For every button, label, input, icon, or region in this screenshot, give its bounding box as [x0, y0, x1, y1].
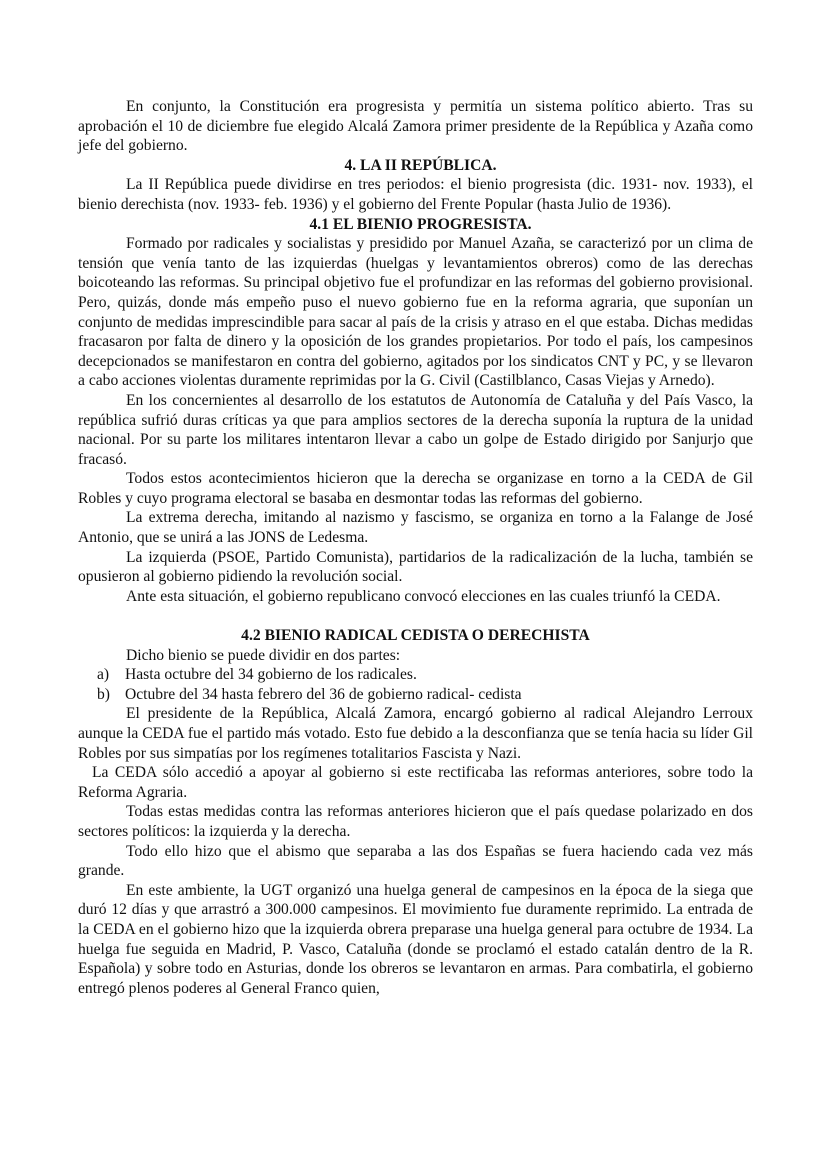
- section-4-1-paragraph: La extrema derecha, imitando al nazismo y fascismo, se organiza en torno a la Falange de José Antonio, que se unirá a las JONS de Ledesma.: [78, 509, 753, 547]
- section-4-2-paragraph: Todas estas medidas contra las reformas anteriores hicieron que el país quedase polarizado en dos sectores políticos: la izquierda y la derecha.: [78, 803, 753, 840]
- section-4-2-paragraph: La CEDA sólo accedió a apoyar al gobierno si este rectificaba las reformas anteriores, sobre todo la Reforma Agraria.: [78, 764, 753, 801]
- list-item: [78, 665, 753, 685]
- section-4-1-heading: 4.1 EL BIENIO PROGRESISTA.: [309, 215, 532, 233]
- section-4-1-paragraph: La izquierda (PSOE, Partido Comunista), partidarios de la radicalización de la lucha, también se opusieron al gobierno pidiendo la revolución social.: [78, 548, 753, 586]
- list-marker: a): [97, 666, 110, 684]
- section-4-paragraph: La II República puede dividirse en tres periodos: el bienio progresista (dic. 1931- nov. 1933), el bienio derechista (nov. 1933- feb. 1936) y el gobierno del Frente Popular (hasta Julio de 1936).: [78, 176, 753, 213]
- section-4-2-list: [78, 665, 753, 704]
- section-4-2-lead: Dicho bienio se puede dividir en dos partes:: [126, 646, 401, 664]
- intro-paragraph: En conjunto, la Constitución era progresista y permitía un sistema político abierto. Tras su aprobación el 10 de diciembre fue elegido Alcalá Zamora primer presidente de la República y Azaña como jefe del gobierno.: [78, 98, 753, 155]
- section-4-2-heading: 4.2 BIENIO RADICAL CEDISTA O DERECHISTA: [241, 627, 590, 645]
- section-4-2-paragraph: En este ambiente, la UGT organizó una huelga general de campesinos en la época de la siega que duró 12 días y que arrastró a 300.000 campesinos. El movimiento fue duramente reprimido. La entrada de la CEDA en el gobierno hizo que la izquierda obrera preparase una huelga general para octubre de 1934. La huelga fue seguida en Madrid, P. Vasco, Cataluña (donde se proclamó el estado catalán dentro de la R. Española) y sobre todo en Asturias, donde los obreros se levantaron en armas. Para combatirla, el gobierno entregó plenos poderes al General Franco quien,: [78, 881, 753, 997]
- section-4-2-paragraph: Todo ello hizo que el abismo que separaba a las dos Españas se fuera haciendo cada vez más grande.: [78, 842, 753, 880]
- section-4-heading: 4. LA II REPÚBLICA.: [344, 156, 497, 174]
- section-4-1-paragraph: Formado por radicales y socialistas y presidido por Manuel Azaña, se caracterizó por un clima de tensión que venía tanto de las izquierdas (huelgas y levantamientos obreros) como de las derechas boicoteando las reformas. Su principal objetivo fue el profundizar en las reformas del gobierno provisional. Pero, quizás, donde más empeño puso el nuevo gobierno fue en la reforma agraria, que suponían un conjunto de medidas imprescindible para sacar al país de la crisis y atraso en el que estaba. Dichas medidas fracasaron por falta de dinero y la oposición de los grandes propietarios. Por todo el país, los campesinos decepcionados se manifestaron en contra del gobierno, agitados por los sindicatos CNT y PC, y se llevaron a cabo acciones violentas duramente reprimidas por la G. Civil (Castilblanco, Casas Viejas y Arnedo).: [78, 235, 753, 390]
- section-4-2-paragraph: El presidente de la República, Alcalá Zamora, encargó gobierno al radical Alejandro Lerroux aunque la CEDA fue el partido más votado. Esto fue debido a la desconfianza que se tenía hacia su líder Gil Robles por sus simpatías por los regímenes totalitarios Fascista y Nazi.: [78, 705, 753, 762]
- list-marker: b): [97, 685, 110, 703]
- list-item-text: Hasta octubre del 34 gobierno de los radicales.: [125, 666, 417, 684]
- section-4-1-paragraph: En los concernientes al desarrollo de los estatutos de Autonomía de Cataluña y del País Vasco, la república sufrió duras críticas ya que para amplios sectores de la derecha suponía la ruptura de la unidad nacional. Por su parte los militares intentaron llevar a cabo un golpe de Estado dirigido por Sanjurjo que fracasó.: [78, 391, 753, 468]
- list-item: [78, 685, 753, 705]
- list-item-text: Octubre del 34 hasta febrero del 36 de gobierno radical- cedista: [125, 685, 522, 703]
- section-4-1-paragraph: Ante esta situación, el gobierno republicano convocó elecciones en las cuales triunfó la CEDA.: [126, 587, 721, 605]
- section-4-1-paragraph: Todos estos acontecimientos hicieron que la derecha se organizase en torno a la CEDA de Gil Robles y cuyo programa electoral se basaba en desmontar todas las reformas del gobierno.: [78, 470, 753, 507]
